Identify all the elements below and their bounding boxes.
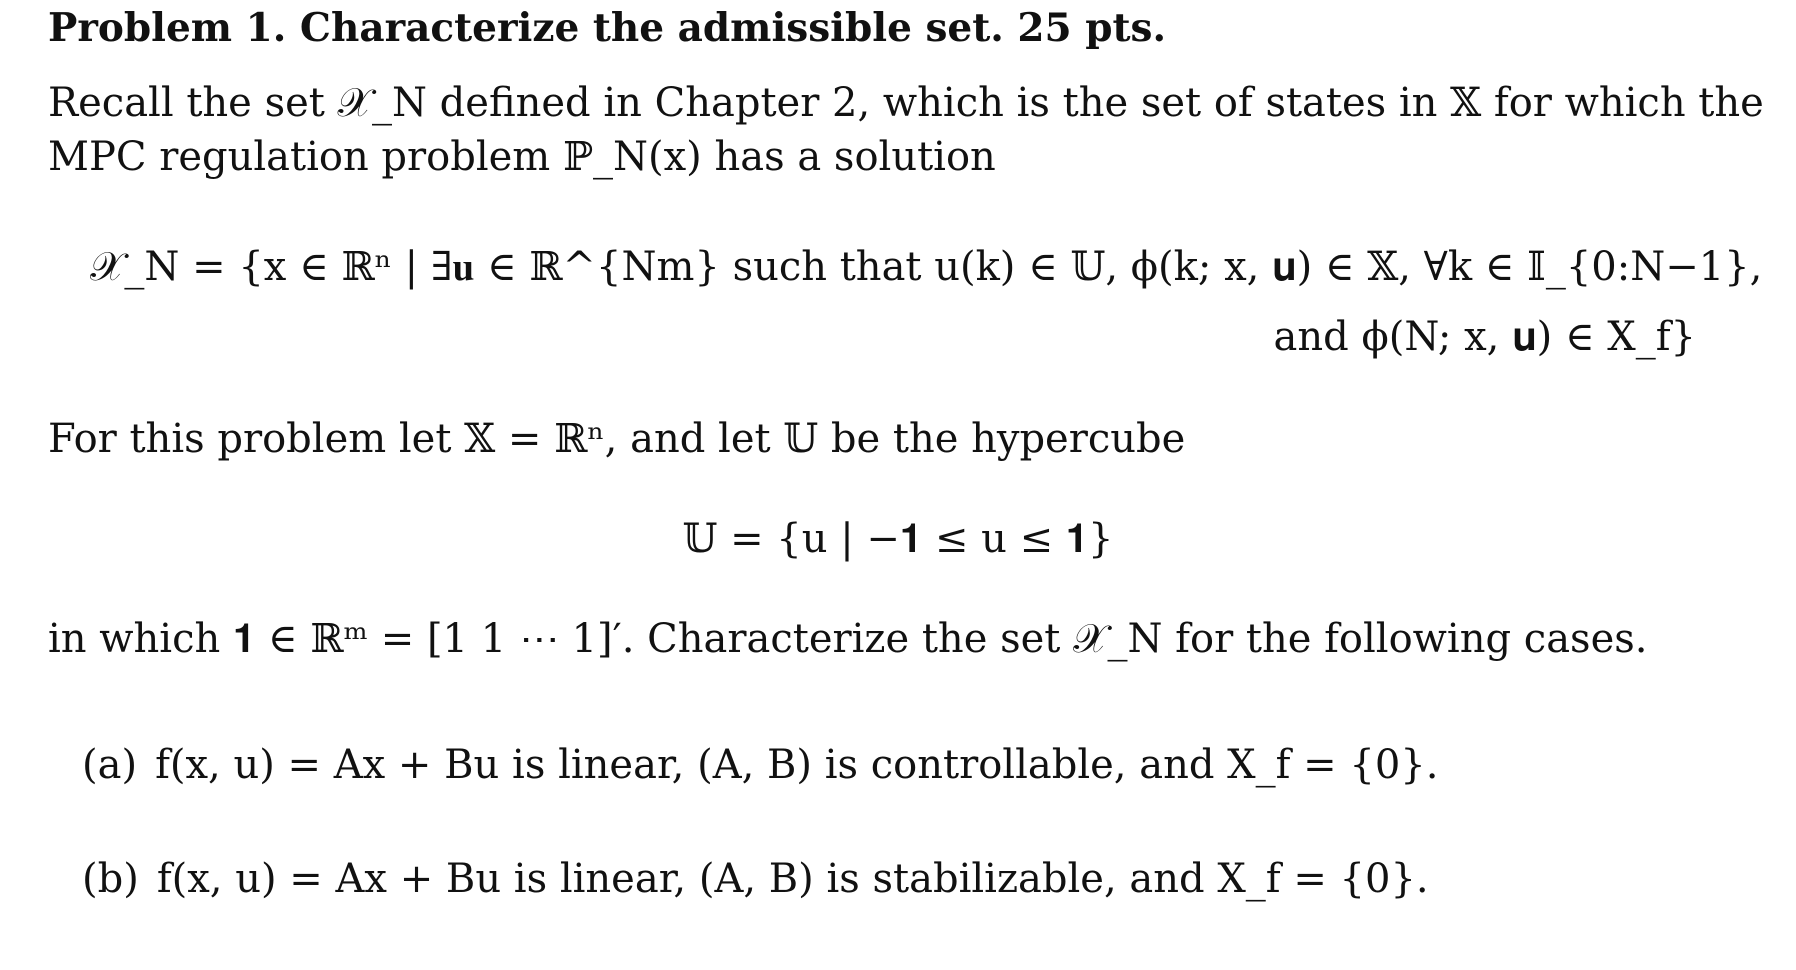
setup-line: For this problem let 𝕏 = ℝⁿ, and let 𝕌 be the hypercube (48, 416, 1186, 462)
definition-equation-line-1: 𝒳_N = {x ∈ ℝⁿ | ∃𝐮 ∈ ℝ^{Nm} such that u(k) ∈ 𝕌, ϕ(k; x, 𝐮) ∈ 𝕏, ∀k ∈ 𝕀_{0:N−1}, (90, 244, 1763, 290)
case-text: f(x, u) = Ax + Bu is linear, (A, B) is stabilizable, and X_f = {0}. (156, 856, 1429, 902)
hypercube-equation: 𝕌 = {u | −𝟏 ≤ u ≤ 𝟏} (682, 516, 1114, 562)
case-label: (a) (82, 742, 138, 788)
case-a (82, 738, 1438, 792)
intro-line-2: MPC regulation problem ℙ_N(x) has a solution (48, 134, 996, 180)
problem-title: Problem 1. Characterize the admissible set. 25 pts. (48, 5, 1167, 51)
ones-vector-line: in which 𝟏 ∈ ℝᵐ = [1 1 ⋯ 1]′. Characterize the set 𝒳_N for the following cases. (48, 616, 1648, 662)
case-b (82, 852, 1429, 906)
case-label: (b) (82, 856, 139, 902)
intro-line-1: Recall the set 𝒳_N defined in Chapter 2, which is the set of states in 𝕏 for which the (48, 80, 1764, 126)
definition-equation-line-2: and ϕ(N; x, 𝐮) ∈ X_f} (1273, 314, 1696, 360)
case-text: f(x, u) = Ax + Bu is linear, (A, B) is controllable, and X_f = {0}. (155, 742, 1439, 788)
